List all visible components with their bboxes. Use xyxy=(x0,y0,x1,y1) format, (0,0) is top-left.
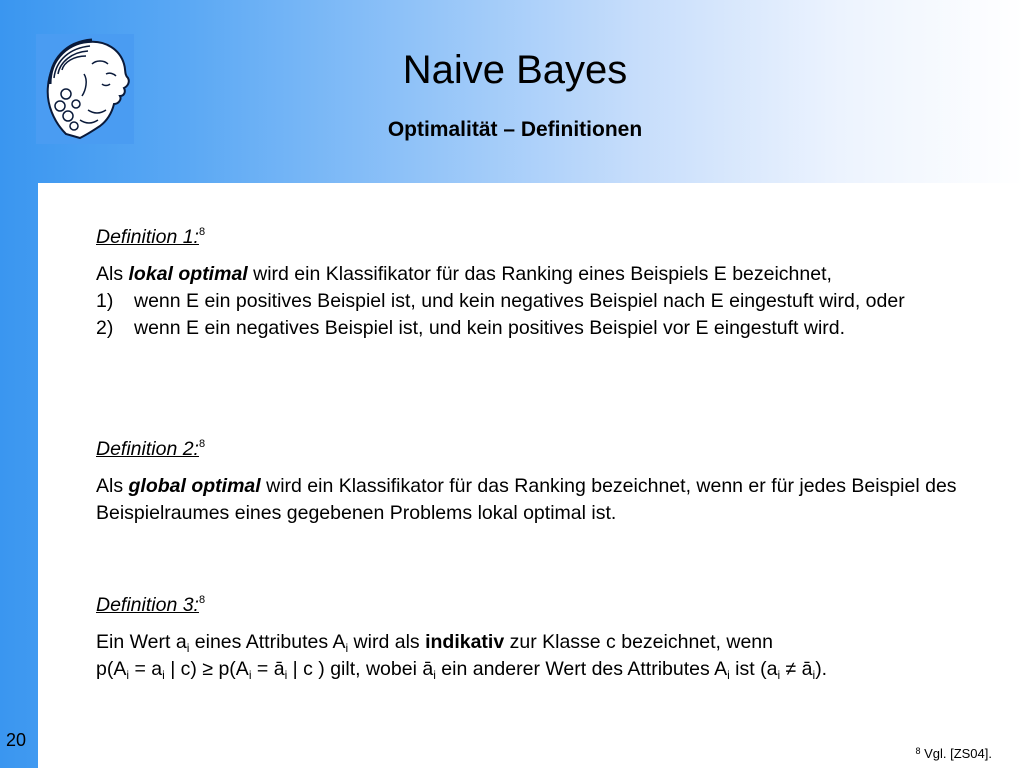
definition-line-2: $p(A_i = a_i$ | $c) \ge p(A_i$ = $ā_i$ | c ) gilt, wobei $ā_i$ ein anderer Wert des Attributes $A_i$ ist ($a_i$ ≠ $ā_i$). xyxy=(96,658,828,682)
definition-term: lokal optimal xyxy=(128,263,248,285)
list-number: 2) xyxy=(96,317,114,339)
definition-intro: Als global optimal wird ein Klassifikator für das Ranking bezeichnet, wenn er für jedes Beispiel des Beispielraumes eines gegebenen Problems lokal optimal ist. xyxy=(96,475,957,524)
definition-3 xyxy=(96,587,996,683)
footnote-ref: 8 xyxy=(198,226,206,238)
definition-line-1: Ein Wert $a_i$ eines Attributes $A_i$ wird als indikativ zur Klasse c bezeichnet, wenn xyxy=(96,631,773,655)
list-text: wenn E ein negatives Beispiel ist, und kein positives Beispiel vor E eingestuft wird. xyxy=(134,317,846,339)
list-number: 1) xyxy=(96,290,114,312)
footnote xyxy=(915,746,992,761)
footnote-ref: 8 xyxy=(198,594,206,606)
left-accent-bar xyxy=(0,0,38,768)
definition-heading: Definition 2:$^8$ xyxy=(96,431,996,463)
athena-head-logo xyxy=(36,34,134,144)
list-item xyxy=(96,315,996,342)
list-text: wenn E ein positives Beispiel ist, und kein negatives Beispiel nach E eingestuft wird, oder xyxy=(134,290,905,312)
logo-graphic xyxy=(36,34,134,144)
footnote-marker: 8 xyxy=(915,746,921,756)
definition-heading: Definition 3:$^8$ xyxy=(96,587,996,619)
definition-term: indikativ xyxy=(425,631,505,653)
slide-subtitle: Optimalität – Definitionen xyxy=(387,118,643,141)
page-number: 20 xyxy=(6,730,27,750)
definition-term: global optimal xyxy=(128,475,261,497)
definition-intro: Als lokal optimal wird ein Klassifikator für das Ranking eines Beispiels E bezeichnet, xyxy=(96,263,832,285)
content-panel xyxy=(38,183,1024,768)
footnote-ref: 8 xyxy=(198,438,206,450)
definition-2 xyxy=(96,431,996,527)
footnote-text: Vgl. [ZS04]. xyxy=(920,746,992,761)
definition-heading: Definition 1:$^8$ xyxy=(96,219,996,251)
slide-title: Naive Bayes xyxy=(402,48,628,92)
list-item xyxy=(96,288,996,315)
definition-1 xyxy=(96,219,996,342)
